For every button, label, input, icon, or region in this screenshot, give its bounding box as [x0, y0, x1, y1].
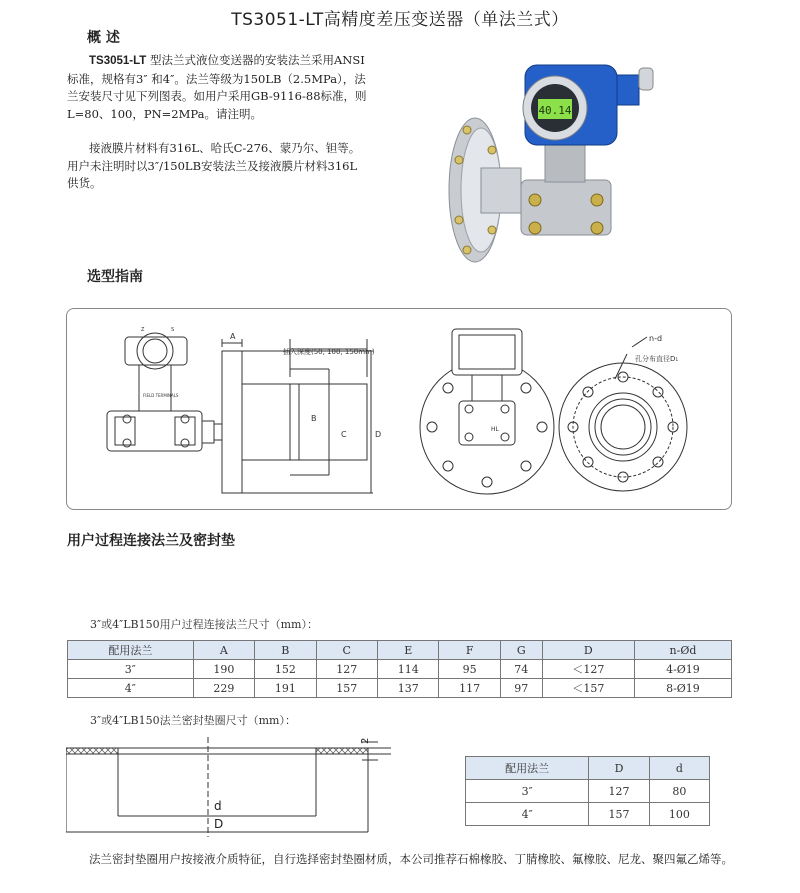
table-header-row	[466, 757, 710, 780]
table-row	[68, 679, 732, 698]
table-header-cell: E	[377, 641, 438, 660]
table-header-cell: 配用法兰	[68, 641, 194, 660]
table-cell: 229	[193, 679, 254, 698]
table-cell: 3″	[466, 780, 589, 803]
table-cell: 190	[193, 660, 254, 679]
table-cell: 74	[500, 660, 542, 679]
table-cell: 95	[439, 660, 500, 679]
page-title: TS3051-LT高精度差压变送器（单法兰式）	[231, 10, 569, 30]
table-cell: 127	[589, 780, 649, 803]
table-cell: 117	[439, 679, 500, 698]
table-cell: 4″	[68, 679, 194, 698]
overview-heading: 概 述	[87, 30, 120, 46]
table-header-cell: d	[649, 757, 709, 780]
gasket-outer-diameter-label: D	[214, 817, 224, 831]
table-cell: 4-Ø19	[634, 660, 731, 679]
table-cell: 4″	[466, 803, 589, 826]
label-HL: HL	[491, 426, 499, 433]
table-header-cell: B	[255, 641, 316, 660]
table-cell: 3″	[68, 660, 194, 679]
table-cell: 8-Ø19	[634, 679, 731, 698]
table-cell: 152	[255, 660, 316, 679]
table-cell: 100	[649, 803, 709, 826]
table-cell: ＜157	[542, 679, 634, 698]
table-cell: 114	[377, 660, 438, 679]
overview-text	[67, 52, 367, 210]
field-terminals-label: FIELD TERMINALS	[143, 393, 179, 398]
gasket-thickness-label: 2	[360, 737, 371, 744]
label-A: A	[230, 332, 236, 341]
overview-paragraph-2: 接液膜片材料有316L、哈氏C-276、蒙乃尔、钽等。用户未注明时以3″/150LB安装法兰及接液膜片材料316L供货。	[67, 141, 361, 190]
table-header-cell: n-Ød	[634, 641, 731, 660]
table-row	[466, 780, 710, 803]
table-cell: ＜127	[542, 660, 634, 679]
label-C: C	[341, 430, 347, 439]
label-Z: Z	[141, 327, 145, 333]
gasket-note: 法兰密封垫圈用户按接液介质特征，自行选择密封垫圈材质，本公司推荐石棉橡胶、丁腈橡胶、氟橡胶、尼龙、聚四氟乙烯等。	[89, 852, 733, 866]
table-cell: 137	[377, 679, 438, 698]
table-cell: 157	[589, 803, 649, 826]
model-name: TS3051-LT	[89, 55, 147, 67]
label-S: S	[171, 327, 175, 333]
table-header-cell: G	[500, 641, 542, 660]
connection-heading: 用户过程连接法兰及密封垫	[67, 533, 235, 549]
table-cell: 157	[316, 679, 377, 698]
insertion-depth-label: 插入深度(50, 100, 150mm)	[283, 348, 375, 356]
table-header-cell: C	[316, 641, 377, 660]
gasket-dimensions-table	[465, 756, 710, 826]
table-header-row	[68, 641, 732, 660]
table1-caption: 3″或4″LB150用户过程连接法兰尺寸（mm）：	[90, 618, 318, 631]
table-cell: 127	[316, 660, 377, 679]
selection-heading: 选型指南	[87, 269, 143, 285]
product-photo	[437, 50, 667, 265]
overview-paragraph-1	[67, 52, 367, 123]
flange-dimensions-table	[67, 640, 732, 698]
table-header-cell: D	[589, 757, 649, 780]
dimension-diagram	[67, 309, 733, 511]
overview-paragraph-1-text: 型法兰式液位变送器的安装法兰采用ANSI标准，规格有3″ 和4″。法兰等级为150LB（2.5MPa），法兰安装尺寸见下列图表。如用户采用GB-9116-88标准，则L=80、100，PN=2MPa。请注明。	[67, 53, 367, 121]
table-row	[466, 803, 710, 826]
label-n-d: n-d	[649, 334, 663, 343]
table-header-cell: F	[439, 641, 500, 660]
table-cell: 80	[649, 780, 709, 803]
display-readout: 40.14	[538, 104, 572, 117]
label-B: B	[311, 414, 317, 423]
dimension-diagram-box	[66, 308, 732, 510]
label-D: D	[375, 430, 382, 439]
pitch-circle-label: 孔分布直径D₁	[635, 355, 679, 363]
gasket-drawing	[66, 732, 396, 842]
table2-caption: 3″或4″LB150法兰密封垫圈尺寸（mm）：	[90, 714, 296, 727]
table-cell: 97	[500, 679, 542, 698]
table-header-cell: 配用法兰	[466, 757, 589, 780]
table-header-cell: A	[193, 641, 254, 660]
table-row	[68, 660, 732, 679]
table-cell: 191	[255, 679, 316, 698]
table-header-cell: D	[542, 641, 634, 660]
gasket-inner-diameter-label: d	[214, 799, 222, 813]
